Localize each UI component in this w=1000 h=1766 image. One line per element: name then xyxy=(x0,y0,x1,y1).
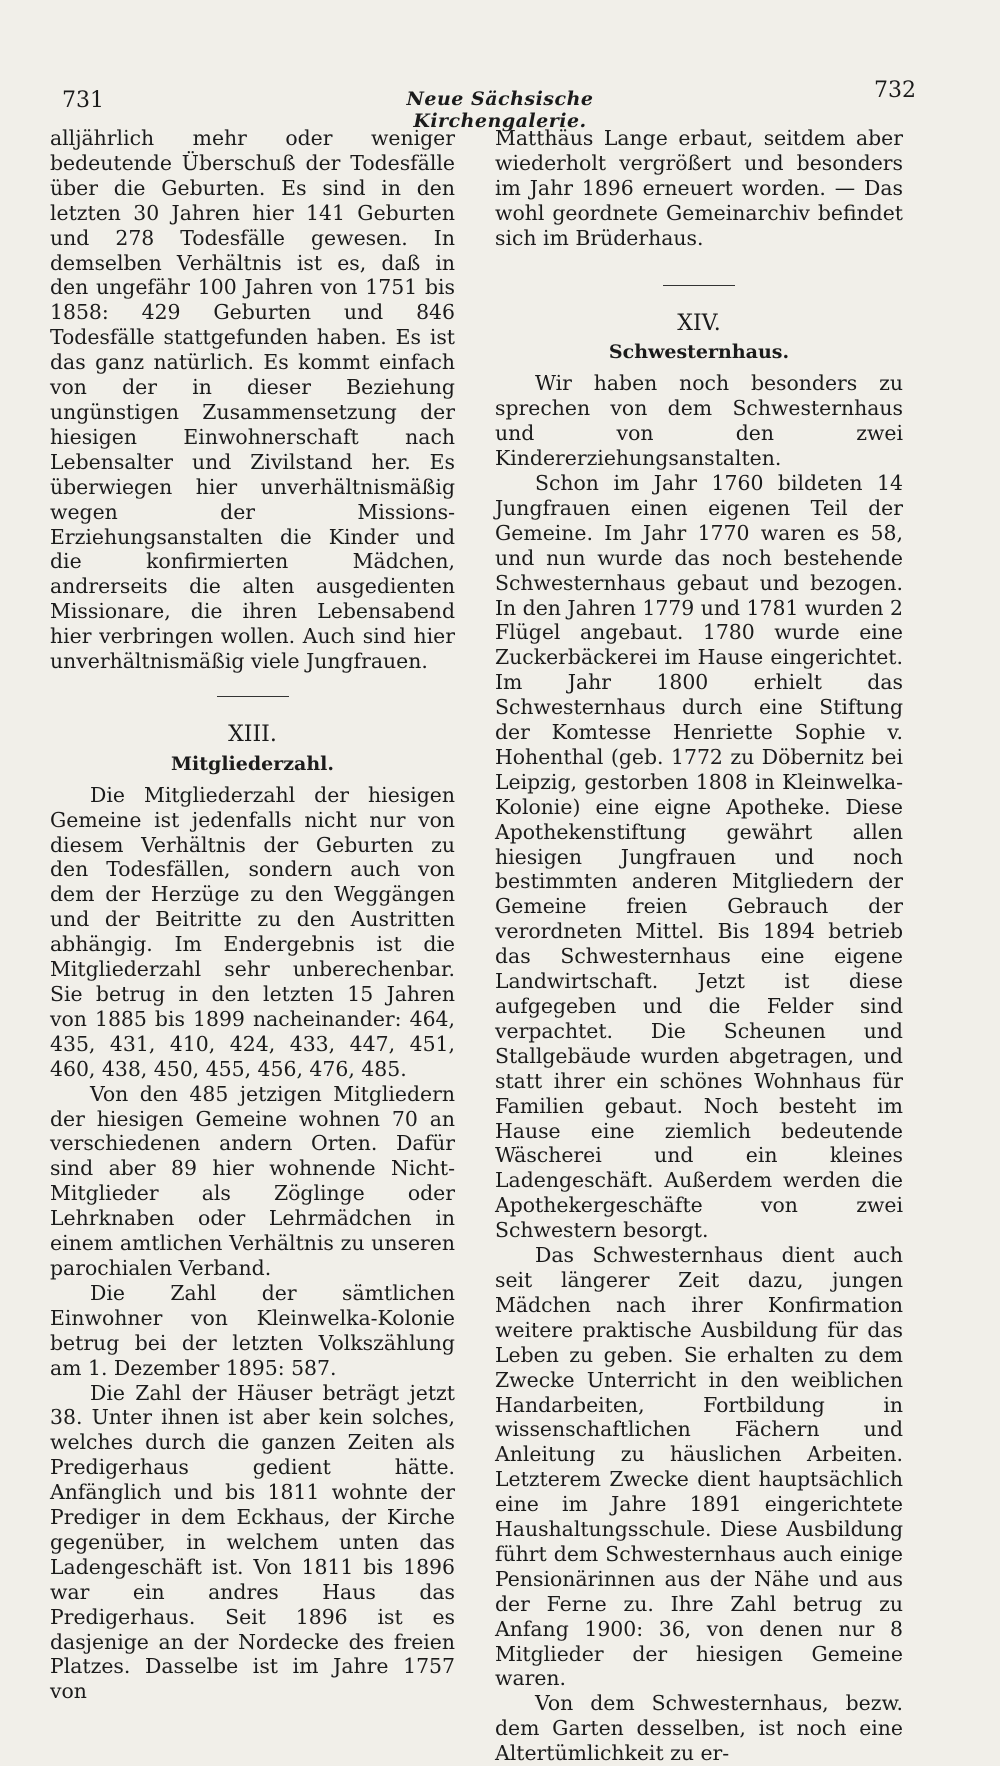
page-header xyxy=(50,78,950,132)
right-column xyxy=(495,126,903,1766)
paragraph: Schon im Jahr 1760 bildeten 14 Jungfrauen einen eigenen Teil der Gemeine. Im Jahr 1770 waren es 58, und nun wurde das noch bestehende Schwesternhaus gebaut und bezogen. In den Jahren 1779 und 1781 wurden 2 Flügel angebaut. 1780 wurde eine Zuckerbäckerei im Hause eingerichtet. Im Jahr 1800 erhielt das Schwesternhaus durch eine Stiftung der Komtesse Henriette Sophie v. Hohenthal (geb. 1772 zu Döbernitz bei Leipzig, gestorben 1808 in Kleinwelka-Kolonie) eine eigne Apotheke. Diese Apothekenstiftung gewährt allen hiesigen Jungfrauen und noch bestimmten anderen Mitgliedern der Gemeine freien Gebrauch der verordneten Mittel. Bis 1894 betrieb das Schwesternhaus eine eigene Landwirtschaft. Jetzt ist diese aufgegeben und die Felder sind verpachtet. Die Scheunen und Stallgebäude wurden abgetragen, und statt ihrer ein schönes Wohnhaus für Familien gebaut. Noch besteht im Hause eine ziemlich bedeutende Wäscherei und ein kleines Ladengeschäft. Außerdem werden die Apothekergeschäfte von zwei Schwestern besorgt. xyxy=(495,470,903,1243)
running-title: Neue Sächsische Kirchengalerie. xyxy=(406,88,594,132)
section-number: XIV. xyxy=(677,310,721,336)
left-column xyxy=(50,126,455,1704)
section-divider xyxy=(663,285,735,286)
page-number-left: 731 xyxy=(62,88,104,113)
paragraph: Wir haben noch besonders zu sprechen von dem Schwesternhaus und von den zwei Kindererziehungsanstalten. xyxy=(495,371,903,471)
paragraph: Die Zahl der Häuser beträgt jetzt 38. Unter ihnen ist aber kein solches, welches durch die ganzen Zeiten als Predigerhaus gedient hätte. Anfänglich und bis 1811 wohnte der Prediger in dem Eckhaus, der Kirche gegenüber, in welchem unten das Ladengeschäft ist. Von 1811 bis 1896 war ein andres Haus das Predigerhaus. Seit 1896 ist es dasjenige an der Nordecke des freien Platzes. Dasselbe ist im Jahre 1757 von xyxy=(50,1380,455,1704)
paragraph: Die Zahl der sämtlichen Einwohner von Kleinwelka-Kolonie betrug bei der letzten Volkszählung am 1. Dezember 1895: 587. xyxy=(50,1280,455,1380)
paragraph: alljährlich mehr oder weniger bedeutende Überschuß der Todesfälle über die Geburten. Es sind in den letzten 30 Jahren hier 141 Geburten und 278 Todesfälle gewesen. In demselben Verhältnis ist es, daß in den ungefähr 100 Jahren von 1751 bis 1858: 429 Geburten und 846 Todesfälle stattgefunden haben. Es ist das ganz natürlich. Es kommt einfach von der in dieser Beziehung ungünstigen Zusammensetzung der hiesigen Einwohnerschaft nach Lebensalter und Zivilstand her. Es überwiegen hier unverhältnismäßig wegen der Missions-Erziehungsanstalten die Kinder und die konfirmierten Mädchen, andrerseits die alten ausgedienten Missionare, die ihren Lebensabend hier verbringen wollen. Auch sind hier unverhältnismäßig viele Jungfrauen. xyxy=(50,126,455,674)
page-number-right: 732 xyxy=(874,78,916,103)
paragraph: Das Schwesternhaus dient auch seit längerer Zeit dazu, jungen Mädchen nach ihrer Konfirmation weitere praktische Ausbildung für das Leben zu geben. Sie erhalten zu dem Zwecke Unterricht in den weiblichen Handarbeiten, Fortbildung in wissenschaftlichen Fächern und Anleitung zu häuslichen Arbeiten. Letzterem Zwecke dient hauptsächlich eine im Jahre 1891 eingerichtete Haushaltungsschule. Diese Ausbildung führt dem Schwesternhaus auch einige Pensionärinnen aus der Nähe und aus der Ferne zu. Ihre Zahl betrug zu Anfang 1900: 36, von denen nur 8 Mitglieder der hiesigen Gemeine waren. xyxy=(495,1243,903,1691)
section-divider xyxy=(217,696,289,697)
paragraph: Matthäus Lange erbaut, seitdem aber wiederholt vergrößert und besonders im Jahr 1896 erneuert worden. — Das wohl geordnete Gemeinarchiv befindet sich im Brüderhaus. xyxy=(495,126,903,250)
section-title: Schwesternhaus. xyxy=(608,341,790,364)
section-number: XIII. xyxy=(228,721,277,747)
paragraph: Von den 485 jetzigen Mitgliedern der hiesigen Gemeine wohnen 70 an verschiedenen andern Orten. Dafür sind aber 89 hier wohnende Nicht-Mitglieder als Zöglinge oder Lehrknaben oder Lehrmädchen in einem amtlichen Verhältnis zu unseren parochialen Verband. xyxy=(50,1081,455,1280)
section-title: Mitgliederzahl. xyxy=(171,752,334,775)
paragraph: Von dem Schwesternhaus, bezw. dem Garten desselben, ist noch eine Altertümlichkeit zu er- xyxy=(495,1691,903,1766)
paragraph: Die Mitgliederzahl der hiesigen Gemeine ist jedenfalls nicht nur von diesem Verhältnis der Geburten zu den Todesfällen, sondern auch von dem der Herzüge zu den Weggängen und der Beitritte zu den Austritten abhängig. Im Endergebnis ist die Mitgliederzahl sehr unberechenbar. Sie betrug in den letzten 15 Jahren von 1885 bis 1899 nacheinander: 464, 435, 431, 410, 424, 433, 447, 451, 460, 438, 450, 455, 456, 476, 485. xyxy=(50,782,455,1081)
